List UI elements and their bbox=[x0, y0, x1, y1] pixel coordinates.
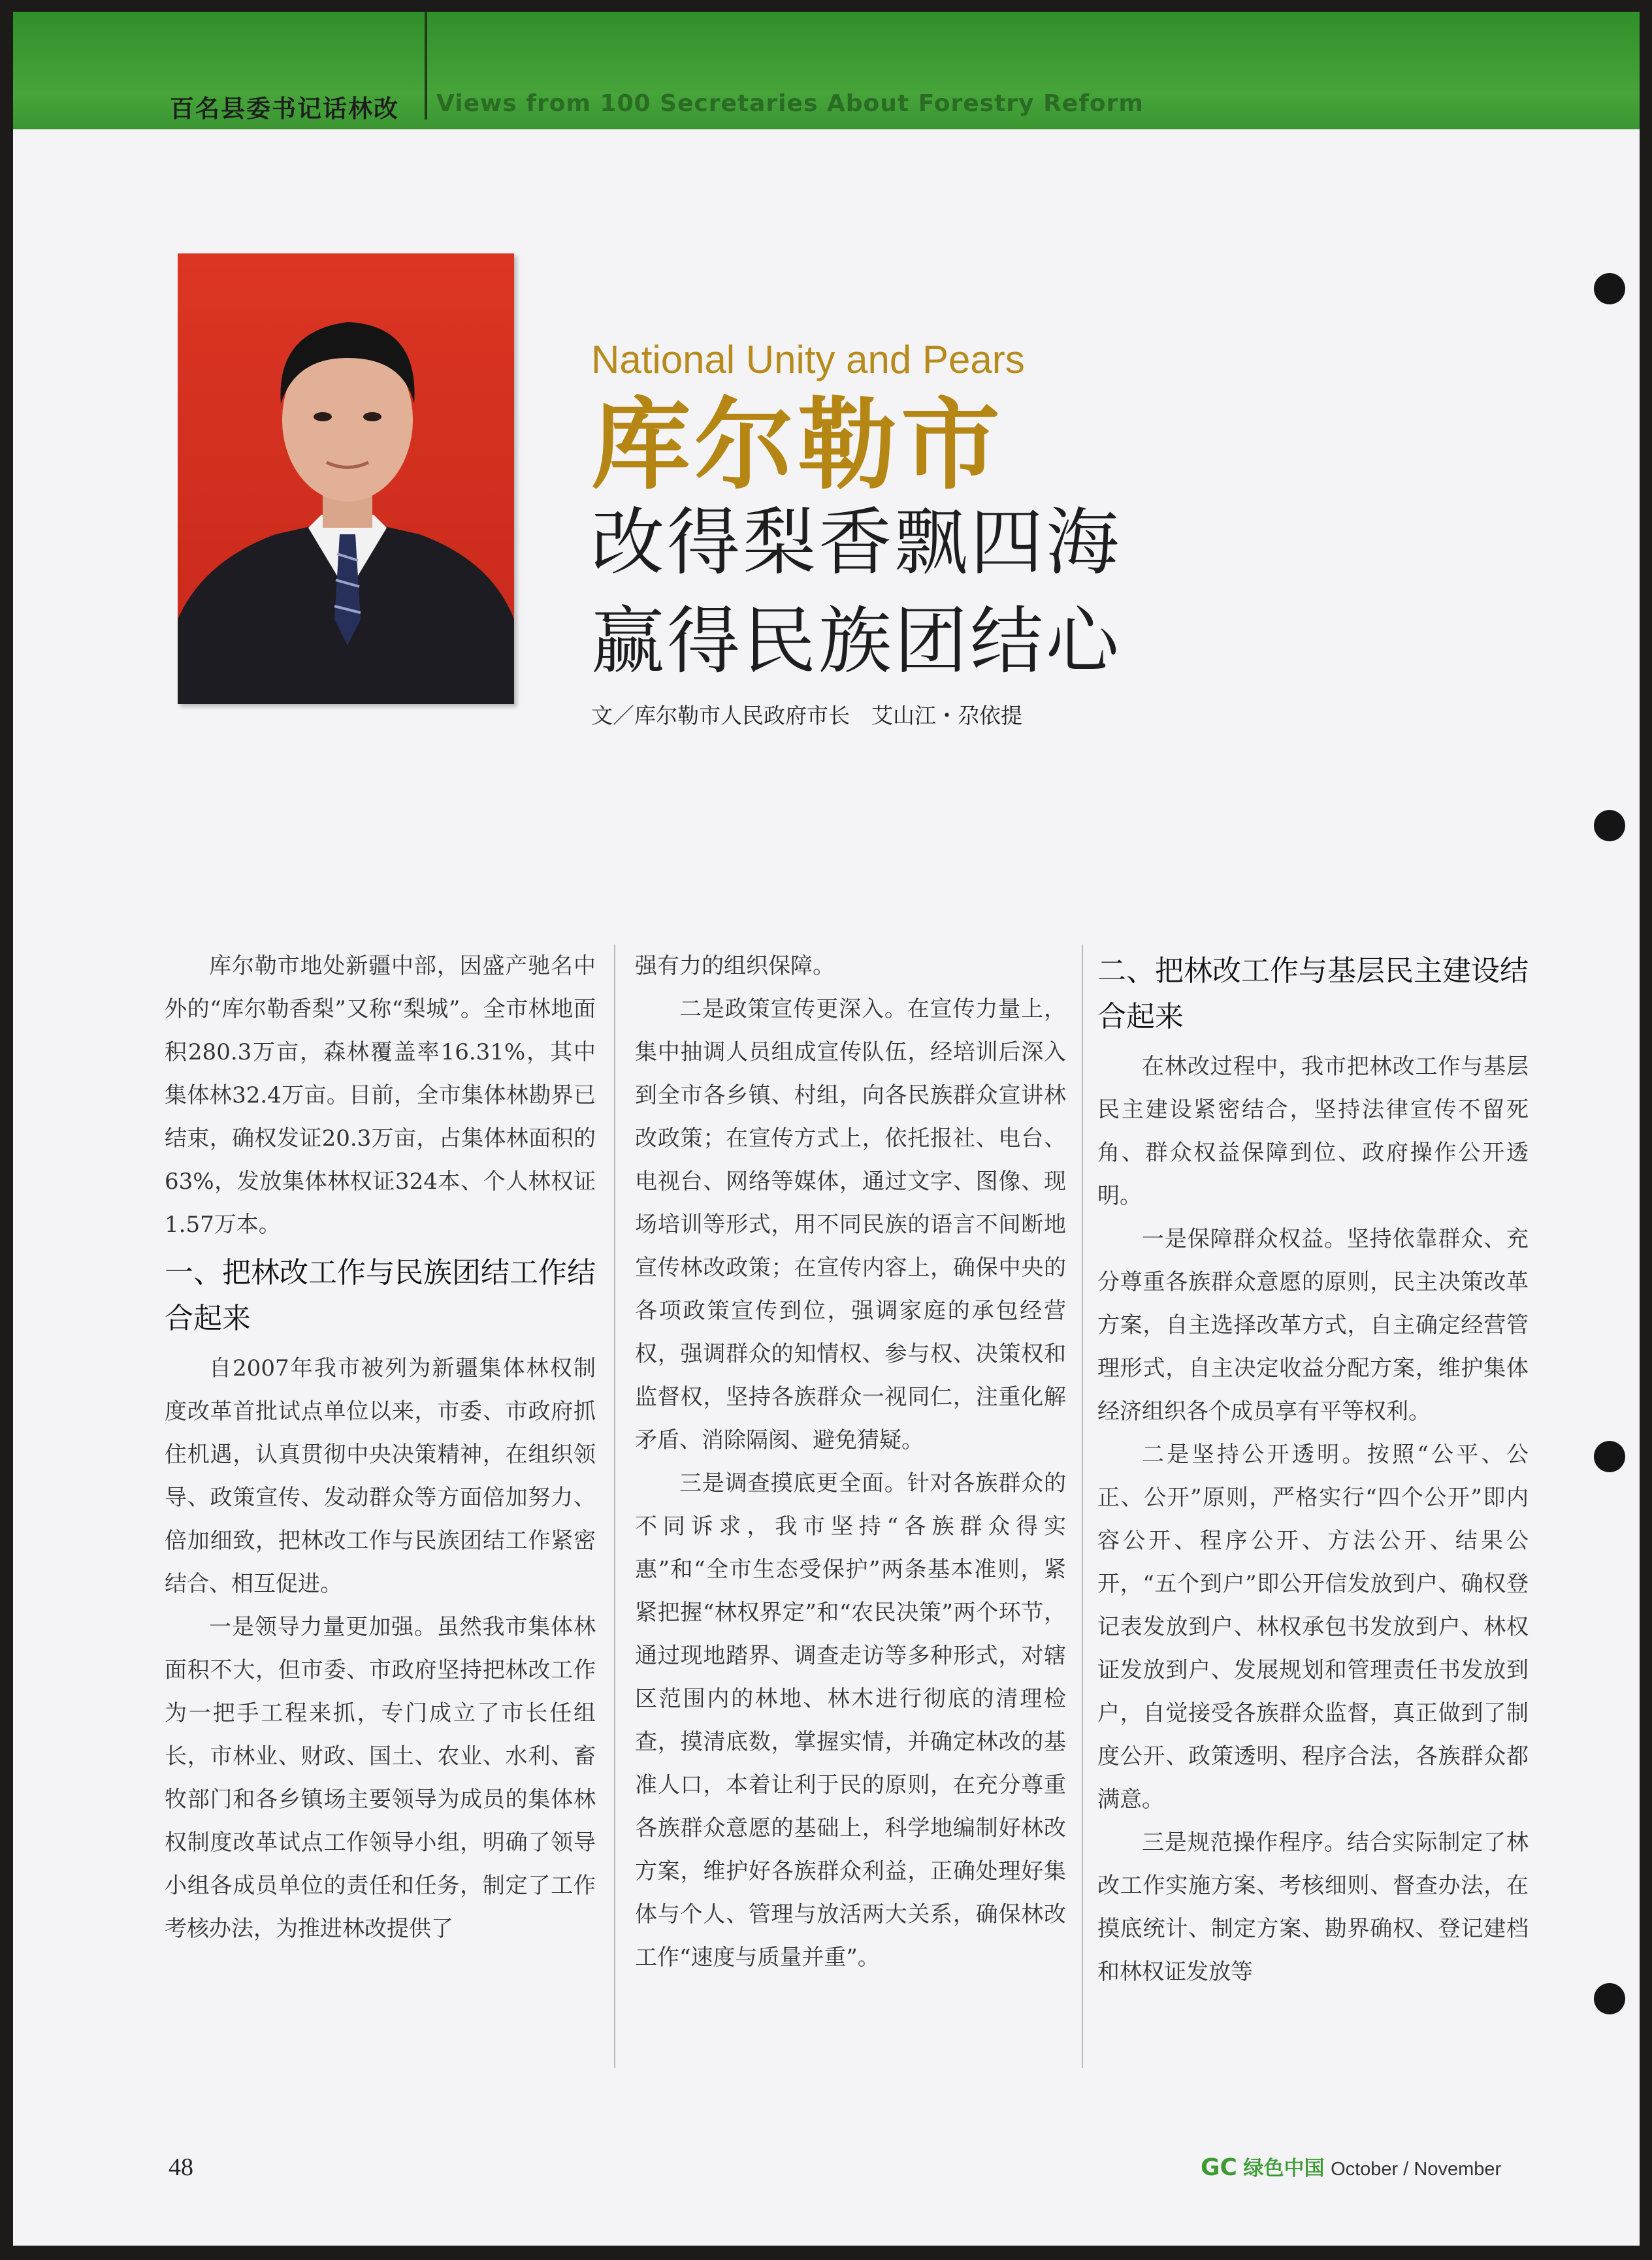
binder-hole-icon bbox=[1594, 810, 1625, 841]
text-column-3 bbox=[1097, 944, 1529, 1994]
magazine-logo: GC bbox=[1201, 2154, 1237, 2181]
page-number: 48 bbox=[169, 2154, 193, 2181]
byline: 文／库尔勒市人民政府市长 艾山江・尕依提 bbox=[591, 703, 1022, 728]
binder-hole-icon bbox=[1594, 1441, 1625, 1472]
article-title-en: National Unity and Pears bbox=[591, 338, 1025, 381]
paragraph: 二是政策宣传更深入。在宣传力量上，集中抽调人员组成宣传队伍，经培训后深入到全市各乡镇、村组，向各民族群众宣讲林改政策；在宣传方式上，依托报社、电台、电视台、网络等媒体，通过文字、图像、现场培训等形式，用不同民族的语言不间断地宣传林改政策；在宣传内容上，确保中央的各项政策宣传到位，强调家庭的承包经营权，强调群众的知情权、参与权、决策权和监督权，坚持各族群众一视同仁，注重化解矛盾、消除隔阂、避免猜疑。 bbox=[635, 996, 1066, 1453]
paragraph: 自2007年我市被列为新疆集体林权制度改革首批试点单位以来，市委、市政府抓住机遇，认真贯彻中央决策精神，在组织领导、政策宣传、发动群众等方面倍加努力、倍加细致，把林改工作与民族团结工作紧密结合、相互促进。 bbox=[165, 1355, 596, 1597]
column-divider bbox=[1082, 944, 1083, 2068]
section-heading-1: 一、把林改工作与民族团结工作结合起来 bbox=[165, 1256, 596, 1335]
text-column-2 bbox=[635, 944, 1066, 1979]
paragraph: 在林改过程中，我市把林改工作与基层民主建设紧密结合，坚持法律宣传不留死角、群众权益保障到位、政府操作公开透明。 bbox=[1097, 1054, 1529, 1209]
paragraph: 一是领导力量更加强。虽然我市集体林面积不大，但市委、市政府坚持把林改工作为一把手工程来抓，专门成立了市长任组长，市林业、财政、国土、农业、水利、畜牧部门和各乡镇场主要领导为成员的集体林权制度改革试点工作领导小组，明确了领导小组各成员单位的责任和任务，制定了工作考核办法，为推进林改提供了 bbox=[165, 1614, 596, 1942]
paragraph: 一是保障群众权益。坚持依靠群众、充分尊重各族群众意愿的原则，民主决策改革方案，自主选择改革方式，自主确定经营管理形式，自主决定收益分配方案，维护集体经济组织各个成员享有平等权利。 bbox=[1097, 1226, 1529, 1425]
magazine-page bbox=[13, 12, 1640, 2246]
text-column-1 bbox=[165, 944, 596, 1950]
binder-hole-icon bbox=[1594, 1983, 1625, 2014]
paragraph: 强有力的组织保障。 bbox=[635, 953, 835, 979]
article-title-line-2: 赢得民族团结心 bbox=[591, 599, 1122, 684]
paragraph: 二是坚持公开透明。按照“公平、公正、公开”原则，严格实行“四个公开”即内容公开、程序公开、方法公开、结果公开，“五个到户”即公开信发放到户、确权登记表发放到户、林权承包书发放到户、林权证发放到户、发展规划和管理责任书发放到户，自觉接受各族群众监督，真正做到了制度公开、政策透明、程序合法，各族群众都满意。 bbox=[1097, 1442, 1529, 1813]
section-heading-2: 二、把林改工作与基层民主建设结合起来 bbox=[1097, 954, 1529, 1033]
header-divider bbox=[425, 12, 427, 120]
issue-date: October / November bbox=[1331, 2159, 1502, 2180]
article-title-line-1: 改得梨香飘四海 bbox=[591, 500, 1122, 585]
column-title-en: Views from 100 Secretaries About Forestry Reform bbox=[436, 90, 1144, 117]
paragraph: 三是规范操作程序。结合实际制定了林改工作实施方案、考核细则、督查办法，在摸底统计、制定方案、勘界确权、登记建档和林权证发放等 bbox=[1097, 1830, 1529, 1985]
magazine-name: 绿色中国 bbox=[1243, 2157, 1325, 2180]
column-title-cn: 百名县委书记话林改 bbox=[170, 95, 399, 123]
author-portrait bbox=[178, 253, 514, 704]
paragraph: 库尔勒市地处新疆中部，因盛产驰名中外的“库尔勒香梨”又称“梨城”。全市林地面积280.3万亩，森林覆盖率16.31%，其中集体林32.4万亩。目前，全市集体林勘界已结束，确权发证20.3万亩，占集体林面积的63%，发放集体林权证324本、个人林权证1.57万本。 bbox=[165, 953, 596, 1238]
paragraph: 三是调查摸底更全面。针对各族群众的不同诉求，我市坚持“各族群众得实惠”和“全市生态受保护”两条基本准则，紧紧把握“林权界定”和“农民决策”两个环节，通过现地踏界、调查走访等多种形式，对辖区范围内的林地、林木进行彻底的清理检查，摸清底数，掌握实情，并确定林改的基准人口，本着让利于民的原则，在充分尊重各族群众意愿的基础上，科学地编制好林改方案，维护好各族群众利益，正确处理好集体与个人、管理与放活两大关系，确保林改工作“速度与质量并重”。 bbox=[635, 1470, 1066, 1971]
footer-brand bbox=[1201, 2152, 1501, 2181]
portrait-photo-icon bbox=[178, 253, 514, 704]
column-divider bbox=[614, 944, 615, 2068]
article-title-city: 库尔勒市 bbox=[591, 387, 1004, 503]
binder-hole-icon bbox=[1594, 273, 1625, 304]
